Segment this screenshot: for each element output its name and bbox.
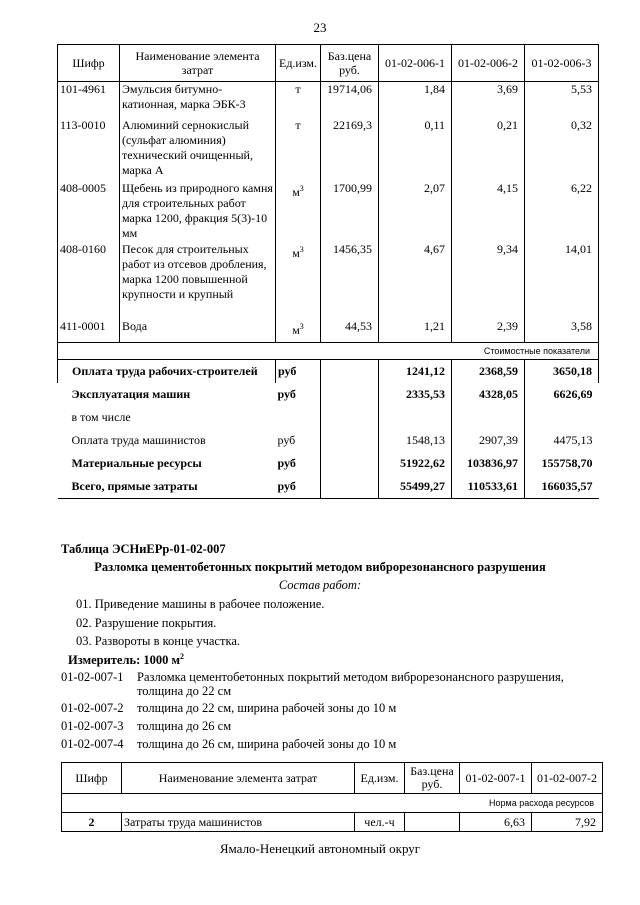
- row-value-2: 9,34: [452, 242, 525, 319]
- header-name: Наименование элемента затрат: [122, 763, 355, 794]
- summary-value-1: 1548,13: [379, 429, 452, 452]
- summary-value-3: 3650,18: [525, 360, 599, 384]
- work-item: 03. Развороты в конце участка.: [76, 634, 240, 648]
- header-name: Наименование элемента затрат: [120, 45, 276, 82]
- summary-value-3: 6626,69: [525, 383, 599, 406]
- unit-text: м: [292, 322, 300, 337]
- row-value-3: 6,22: [525, 181, 599, 242]
- header-col-1: 01-02-007-1: [460, 763, 532, 794]
- row-name: Щебень из природного камня для строительных работ марка 1200, фракция 5(3)-10 мм: [120, 181, 276, 242]
- row-code: 101-4961: [58, 82, 120, 118]
- row-name: Песок для строительных работ из отсевов дробления, марка 1200 повышенной крупности и крупный: [120, 242, 276, 319]
- row-value-1: 6,63: [460, 813, 532, 832]
- summary-unit: [276, 406, 321, 429]
- row-code: 411-0001: [58, 319, 120, 343]
- header-price: Баз.цена руб.: [321, 45, 379, 82]
- item-code: 01-02-007-4: [61, 737, 124, 751]
- summary-value-2: 2907,39: [452, 429, 525, 452]
- summary-value-2: 110533,61: [452, 475, 525, 499]
- works-subtitle: Состав работ:: [278, 578, 362, 592]
- summary-row: [58, 429, 599, 452]
- resource-table-006: [57, 44, 599, 499]
- cost-indicators-note: Стоимостные показатели: [58, 343, 599, 360]
- table-row: [62, 813, 603, 832]
- summary-unit: руб: [277, 387, 296, 401]
- item-text: толщина до 22 см: [137, 684, 232, 698]
- summary-value-2: [452, 406, 525, 429]
- row-unit: т: [276, 118, 321, 181]
- row-price: 44,53: [321, 319, 379, 343]
- row-name: Эмульсия битумно-катионная, марка ЭБК-3: [120, 82, 276, 118]
- unit-superscript: 3: [299, 244, 304, 254]
- row-price: [405, 813, 460, 832]
- summary-value-3: 4475,13: [525, 429, 599, 452]
- summary-unit: руб: [277, 456, 296, 470]
- unit-superscript: 3: [299, 321, 304, 331]
- summary-label: Оплата труда машинистов: [71, 433, 206, 447]
- row-value-1: 1,21: [379, 319, 452, 343]
- row-price: 1700,99: [321, 181, 379, 242]
- summary-value-3: [525, 406, 599, 429]
- summary-value-2: 103836,97: [452, 452, 525, 475]
- item-text: толщина до 22 см, ширина рабочей зоны до 10 м: [137, 701, 397, 715]
- summary-price: [321, 406, 379, 429]
- row-value-3: 14,01: [525, 242, 599, 319]
- unit-text: м: [292, 245, 300, 260]
- summary-value-1: 51922,62: [379, 452, 452, 475]
- header-col-1: 01-02-006-1: [379, 45, 452, 82]
- header-unit: Ед.изм.: [276, 45, 321, 82]
- summary-value-2: 2368,59: [452, 360, 525, 384]
- summary-value-1: [379, 406, 452, 429]
- summary-label: Всего, прямые затраты: [58, 475, 276, 499]
- row-unit: [276, 181, 321, 242]
- header-price: Баз.цена руб.: [405, 763, 460, 794]
- row-name: Вода: [120, 319, 276, 343]
- row-value-2: 2,39: [452, 319, 525, 343]
- summary-unit: руб: [276, 360, 321, 384]
- item-text: Разломка цементобетонных покрытий методом виброрезонансного разрушения,: [137, 670, 564, 684]
- summary-value-1: 2335,53: [379, 383, 452, 406]
- summary-value-1: 55499,27: [379, 475, 452, 499]
- header-code: Шифр: [58, 45, 120, 82]
- work-item: 01. Приведение машины в рабочее положение.: [76, 597, 325, 611]
- summary-price: [321, 429, 379, 452]
- item-code: 01-02-007-3: [61, 719, 124, 733]
- summary-value-1: 1241,12: [379, 360, 452, 384]
- summary-row: [58, 360, 599, 384]
- row-value-2: 0,21: [452, 118, 525, 181]
- row-code: 408-0160: [58, 242, 120, 319]
- item-code: 01-02-007-1: [61, 670, 124, 684]
- table-row: [58, 181, 599, 242]
- row-value-3: 5,53: [525, 82, 599, 118]
- summary-value-2: 4328,05: [452, 383, 525, 406]
- summary-row: [58, 383, 599, 406]
- summary-label: Оплата труда рабочих-строителей: [58, 360, 276, 384]
- table-row: [58, 82, 599, 118]
- item-text: толщина до 26 см, ширина рабочей зоны до 10 м: [137, 737, 397, 751]
- row-value-2: 3,69: [452, 82, 525, 118]
- summary-value-3: 155758,70: [525, 452, 599, 475]
- row-value-1: 0,11: [379, 118, 452, 181]
- work-item: 02. Разрушение покрытия.: [76, 616, 217, 630]
- header-col-3: 01-02-006-3: [525, 45, 599, 82]
- row-name: Алюминий сернокислый (сульфат алюминия) технический очищенный, марка А: [120, 118, 276, 181]
- header-col-2: 01-02-006-2: [452, 45, 525, 82]
- summary-value-3: 166035,57: [525, 475, 599, 499]
- table-row: [58, 242, 599, 319]
- row-unit: [276, 319, 321, 343]
- summary-row: [58, 406, 599, 429]
- summary-unit: руб: [277, 433, 296, 447]
- unit-superscript: 3: [299, 183, 304, 193]
- row-value-2: 4,15: [452, 181, 525, 242]
- row-price: 1456,35: [321, 242, 379, 319]
- header-col-2: 01-02-007-2: [532, 763, 603, 794]
- summary-price: [321, 475, 379, 499]
- row-unit: [276, 242, 321, 319]
- summary-label: Материальные ресурсы: [71, 456, 202, 470]
- section-title: Разломка цементобетонных покрытий методом виброрезонансного разрушения: [94, 560, 546, 574]
- table-row: [58, 319, 599, 343]
- header-code: Шифр: [62, 763, 122, 794]
- summary-label: Эксплуатация машин: [71, 387, 191, 401]
- measure-superscript: 2: [180, 652, 185, 661]
- resource-norm-row: [62, 794, 603, 813]
- cost-indicators-row: [58, 343, 599, 360]
- table-header-row: [62, 763, 603, 794]
- item-text: толщина до 26 см: [137, 719, 232, 733]
- row-value-1: 1,84: [379, 82, 452, 118]
- summary-price: [321, 360, 379, 384]
- row-code: 408-0005: [58, 181, 120, 242]
- row-price: 22169,3: [321, 118, 379, 181]
- row-unit: т: [276, 82, 321, 118]
- row-value-2: 7,92: [532, 813, 603, 832]
- unit-text: м: [292, 184, 300, 199]
- item-code: 01-02-007-2: [61, 701, 124, 715]
- summary-label: в том числе: [71, 410, 131, 424]
- row-value-1: 4,67: [379, 242, 452, 319]
- row-unit: чел.-ч: [355, 813, 405, 832]
- resource-table-007: [61, 762, 603, 832]
- measure-label: [68, 652, 184, 668]
- table-header-row: [58, 45, 599, 82]
- summary-price: [321, 383, 379, 406]
- footer-region: Ямало-Ненецкий автономный округ: [219, 841, 421, 856]
- table-label: Таблица ЭСНиЕРр-01-02-007: [61, 542, 226, 556]
- row-value-3: 0,32: [525, 118, 599, 181]
- row-name: Затраты труда машинистов: [122, 813, 355, 832]
- header-unit: Ед.изм.: [355, 763, 405, 794]
- measure-text: Измеритель: 1000 м: [68, 653, 181, 668]
- summary-row: [58, 475, 599, 499]
- row-price: 19714,06: [321, 82, 379, 118]
- row-value-3: 3,58: [525, 319, 599, 343]
- row-value-1: 2,07: [379, 181, 452, 242]
- summary-price: [321, 452, 379, 475]
- row-code: 2: [62, 813, 122, 832]
- table-row: [58, 118, 599, 181]
- summary-unit: руб: [276, 475, 321, 499]
- resource-norm-note: Норма расхода ресурсов: [62, 794, 603, 813]
- summary-row: [58, 452, 599, 475]
- row-code: 113-0010: [58, 118, 120, 181]
- page-number: 23: [313, 20, 327, 35]
